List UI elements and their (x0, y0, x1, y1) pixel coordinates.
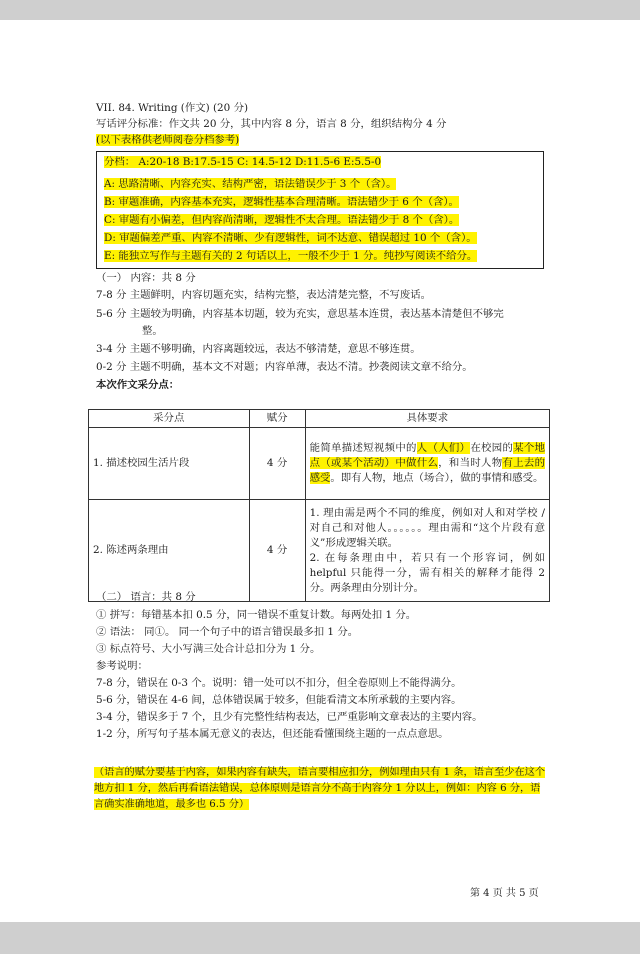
language-line: 参考说明： (96, 660, 148, 672)
row-score: 4 分 (249, 428, 305, 500)
row-point: 1. 描述校园生活片段 (89, 428, 250, 500)
content-line: 7-8 分 主题鲜明，内容切题充实，结构完整，表达清楚完整，不写废话。 (96, 289, 432, 301)
scoring-table (88, 409, 550, 602)
rubric-item-a: A: 思路清晰、内容充实、结构严密，语法错误少于 3 个（含）。 (104, 178, 397, 190)
language-line: 5-6 分，错误在 4-6 间，总体错误属于较多，但能看清文本所承载的主要内容。 (96, 694, 462, 706)
content-line: 3-4 分 主题不够明确，内容离题较远，表达不够清楚，意思不够连贯。 (96, 343, 421, 355)
rubric-item-b: B: 审题准确，内容基本充实，逻辑性基本合理清晰。语法错少于 6 个（含）。 (104, 196, 459, 208)
bottom-gray-band (0, 922, 640, 954)
rubric-item-c: C: 审题有小偏差，但内容尚清晰，逻辑性不太合理。语法错少于 8 个（含）。 (104, 214, 460, 226)
language-line: ② 语法： 同①。 同一个句子中的语言错误最多扣 1 分。 (96, 626, 359, 638)
rubric-item-e: E: 能独立写作与主题有关的 2 句话以上，一般不少于 1 分。纯抄写阅读不给分。 (104, 250, 478, 262)
language-note: （语言的赋分要基于内容，如果内容有缺失，语言要相应扣分，例如理由只有 1 条，语言至少在这个地方扣 1 分，然后再看语法错误，总体原则是语言分不高于内容分 1 分以上，例如：内容 6 分，语言确实准确地道，最多也 6.5 分） (94, 767, 546, 810)
row-requirement: 能简单描述短视频中的人（人们）在校园的某个地点（或某个活动）中做什么，和当时人物有上去的感受。即有人物，地点（场合），做的事情和感受。 (305, 428, 549, 500)
row-score: 4 分 (249, 500, 305, 602)
section-heading: VII. 84. Writing (作文) (20 分) (96, 102, 249, 114)
table-header-row (89, 410, 550, 428)
top-gray-band (0, 0, 640, 20)
rubric-item-d: D: 审题偏差严重、内容不清晰、少有逻辑性，词不达意、错误超过 10 个（含）。 (104, 232, 477, 244)
row-point: 2. 陈述两条理由 (89, 500, 250, 602)
language-line: 3-4 分，错误多于 7 个，且少有完整性结构表达，已严重影响文章表达的主要内容。 (96, 711, 483, 723)
language-title: （二） 语言：共 8 分 (96, 591, 196, 603)
language-line: ① 拼写：每错基本扣 0.5 分，同一错误不重复计数。每两处扣 1 分。 (96, 609, 417, 621)
document-page (0, 20, 640, 922)
page-number: 第 4 页 共 5 页 (470, 888, 539, 899)
header-point: 采分点 (89, 410, 250, 428)
rubric-box (96, 151, 544, 269)
content-line: 整。 (142, 325, 163, 337)
scoring-title: 本次作文采分点： (96, 379, 180, 391)
requirement-1: 1. 理由需是两个不同的维度，例如对人和对学校 / 对自己和对他人。。。。。。理由需和“这个片段有意义”形成逻辑关联。 (309, 506, 545, 549)
requirement-2: 2. 在每条理由中，若只有一个形容词，例如 helpful 只能得一分，需有相关的解释才能得 2 分。两条理由分别计分。 (309, 551, 545, 594)
content-line: 0-2 分 主题不明确，基本文不对题；内容单薄，表达不清。抄袭阅读文章不给分。 (96, 361, 473, 373)
reference-text: (以下表格供老师阅卷分档参考) (96, 134, 240, 146)
language-line: 7-8 分，错误在 0-3 个。说明：错一处可以不扣分，但全卷原则上不能得满分。 (96, 677, 462, 689)
table-row (89, 500, 550, 602)
content-line: 5-6 分 主题较为明确，内容基本切题，较为充实，意思基本连贯，表达基本清楚但不够完 (96, 308, 504, 320)
language-line: ③ 标点符号、大小写满三处合计总扣分为 1 分。 (96, 643, 321, 655)
rubric-grades: 分档： A:20-18 B:17.5-15 C: 14.5-12 D:11.5-6 E:5.5-0 (104, 156, 382, 168)
reference-line (96, 133, 239, 147)
row-requirement (305, 500, 549, 602)
header-score: 赋分 (249, 410, 305, 428)
language-line: 1-2 分，所写句子基本属无意义的表达，但还能看懂围绕主题的一点点意思。 (96, 728, 449, 740)
table-row (89, 428, 550, 500)
content-title: （一） 内容：共 8 分 (96, 272, 196, 284)
criteria-line: 写话评分标准：作文共 20 分，其中内容 8 分，语言 8 分，组织结构分 4 分 (96, 118, 447, 130)
header-requirement: 具体要求 (305, 410, 549, 428)
